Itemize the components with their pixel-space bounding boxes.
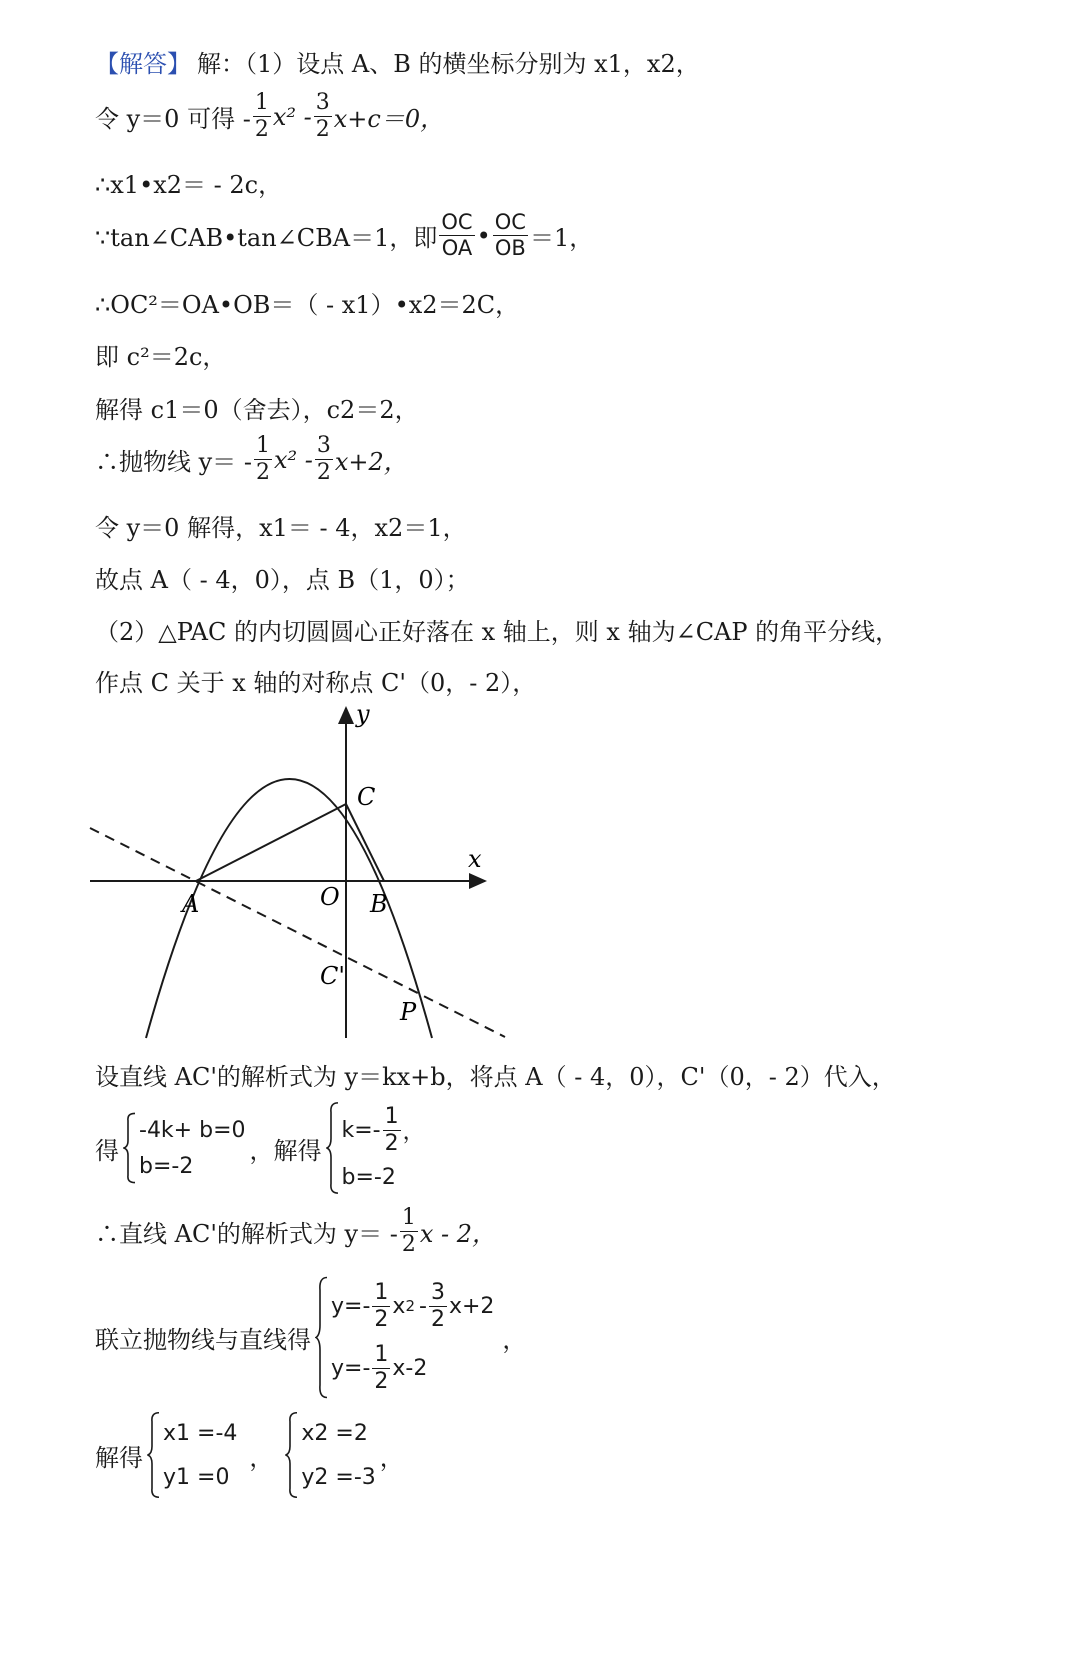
line-ac-prime bbox=[90, 828, 505, 1037]
text: ＝1， bbox=[529, 224, 594, 252]
brace bbox=[123, 1112, 137, 1184]
solution-b bbox=[285, 1411, 375, 1499]
row: -4k+ b=0 bbox=[139, 1117, 246, 1143]
text: x+2 bbox=[448, 1293, 495, 1319]
equation-line-7 bbox=[95, 390, 419, 425]
text: ，解得 bbox=[249, 1136, 322, 1165]
text: 解得 bbox=[95, 1443, 143, 1472]
row bbox=[331, 1279, 495, 1332]
equation-line-5 bbox=[95, 285, 519, 320]
fraction-three-half: $\frac{3}{2}$ bbox=[316, 433, 331, 485]
text: 令 y＝0 可得 - bbox=[95, 105, 251, 133]
segment-cb bbox=[346, 804, 384, 881]
fraction-three-half: $\frac{3}{2}$ bbox=[315, 90, 330, 142]
text: 设直线 AC'的解析式为 y＝kx+b，将点 A（ - 4，0），C'（0，- 2）代入， bbox=[95, 1063, 896, 1091]
equation-line-3 bbox=[95, 165, 282, 200]
equation-line-16 bbox=[95, 1275, 526, 1400]
intro-text: 解：（1）设点 A、B 的横坐标分别为 x1，x2， bbox=[197, 50, 700, 78]
text: 联立抛物线与直线得 bbox=[95, 1326, 311, 1354]
row bbox=[331, 1344, 494, 1393]
row: b=-2 bbox=[341, 1165, 396, 1190]
text: 即 c²＝2c， bbox=[95, 343, 227, 371]
equation-line-4 bbox=[95, 212, 593, 259]
text: y=- bbox=[331, 1356, 371, 1382]
joint-system bbox=[315, 1275, 494, 1400]
text: 2 bbox=[405, 1297, 415, 1316]
answer-header bbox=[95, 44, 700, 79]
equation-line-14 bbox=[95, 1100, 429, 1196]
rows bbox=[329, 1275, 494, 1400]
row: y1 =0 bbox=[163, 1464, 230, 1490]
equation-line-10 bbox=[95, 560, 470, 595]
rows bbox=[299, 1411, 375, 1499]
fraction-half: $\frac{1}{2}$ bbox=[255, 433, 270, 485]
equation-line-6 bbox=[95, 337, 226, 372]
parabola-figure bbox=[80, 700, 520, 1045]
fraction-three-half: $\frac{3}{2}$ bbox=[430, 1279, 445, 1332]
text: ∴x1•x2＝ - 2c， bbox=[95, 171, 283, 199]
text: x² - bbox=[273, 445, 313, 474]
equation-line-9 bbox=[95, 508, 467, 543]
text: 得 bbox=[95, 1136, 119, 1165]
brace bbox=[326, 1101, 340, 1195]
equation-line-8 bbox=[95, 435, 408, 484]
text: ， bbox=[402, 1120, 425, 1145]
rows bbox=[340, 1101, 425, 1195]
row: x2 =2 bbox=[301, 1420, 368, 1446]
row: y2 =-3 bbox=[301, 1464, 376, 1490]
row: x1 =-4 bbox=[163, 1420, 238, 1446]
text: x+c＝0， bbox=[333, 105, 445, 133]
text: x - 2， bbox=[419, 1220, 497, 1248]
brace bbox=[147, 1411, 161, 1499]
text: • bbox=[476, 221, 491, 250]
row bbox=[342, 1106, 425, 1155]
label-o: O bbox=[320, 883, 340, 911]
label-x: x bbox=[468, 845, 482, 873]
text: 令 y＝0 解得，x1＝ - 4，x2＝1， bbox=[95, 514, 467, 542]
solution-system-1 bbox=[326, 1101, 425, 1195]
text: ∴OC²＝OA•OB＝（ - x1）•x2＝2C， bbox=[95, 291, 520, 319]
text: ， bbox=[249, 1443, 274, 1472]
rows bbox=[137, 1112, 246, 1184]
equation-line-2 bbox=[95, 92, 444, 141]
text: k=- bbox=[341, 1118, 381, 1143]
text: 作点 C 关于 x 轴的对称点 C'（0，- 2）， bbox=[95, 669, 537, 697]
equation-line-17 bbox=[95, 1410, 404, 1500]
text: y=- bbox=[331, 1293, 371, 1319]
equation-line-13 bbox=[95, 1057, 896, 1092]
text: ， bbox=[379, 1443, 404, 1472]
rows bbox=[161, 1411, 237, 1499]
label-c-prime: C' bbox=[320, 962, 345, 990]
label-p: P bbox=[400, 998, 417, 1026]
equation-line-12 bbox=[95, 663, 536, 698]
fraction-oc-oa: $\frac{OC}{OA}$ bbox=[441, 210, 473, 260]
text: x+2， bbox=[334, 448, 408, 476]
answer-tag: 【解答】 bbox=[95, 50, 191, 78]
text: （2）△PAC 的内切圆圆心正好落在 x 轴上，则 x 轴为∠CAP 的角平分线， bbox=[95, 618, 900, 646]
text: ， bbox=[502, 1326, 527, 1354]
brace bbox=[315, 1275, 329, 1400]
fraction-oc-ob: $\frac{OC}{OB}$ bbox=[494, 210, 526, 260]
text: x² - bbox=[272, 102, 312, 131]
text: - bbox=[418, 1293, 427, 1319]
fraction-half: $\frac{1}{2}$ bbox=[254, 90, 269, 142]
row: b=-2 bbox=[139, 1153, 194, 1179]
text: 故点 A（ - 4，0），点 B（1，0）； bbox=[95, 566, 470, 594]
fraction-half: $\frac{1}{2}$ bbox=[384, 1104, 399, 1156]
equation-line-11 bbox=[95, 612, 899, 647]
equation-line-15 bbox=[95, 1207, 496, 1256]
label-b: B bbox=[370, 890, 388, 918]
fraction-half: $\frac{1}{2}$ bbox=[401, 1205, 416, 1257]
brace bbox=[285, 1411, 299, 1499]
system-equation-1 bbox=[123, 1112, 246, 1184]
label-y: y bbox=[356, 700, 370, 728]
text: x-2 bbox=[392, 1356, 428, 1382]
text: ∴直线 AC'的解析式为 y＝ - bbox=[95, 1220, 398, 1248]
text: ∴抛物线 y＝ - bbox=[95, 448, 252, 476]
label-a: A bbox=[182, 890, 200, 918]
solution-a bbox=[147, 1411, 237, 1499]
label-c: C bbox=[357, 783, 376, 811]
text: ∵tan∠CAB•tan∠CBA＝1，即 bbox=[95, 224, 438, 252]
fraction-half: $\frac{1}{2}$ bbox=[374, 1279, 389, 1332]
fraction-half: $\frac{1}{2}$ bbox=[374, 1342, 389, 1395]
text: 解得 c1＝0（舍去），c2＝2， bbox=[95, 396, 419, 424]
text: x bbox=[392, 1293, 406, 1319]
